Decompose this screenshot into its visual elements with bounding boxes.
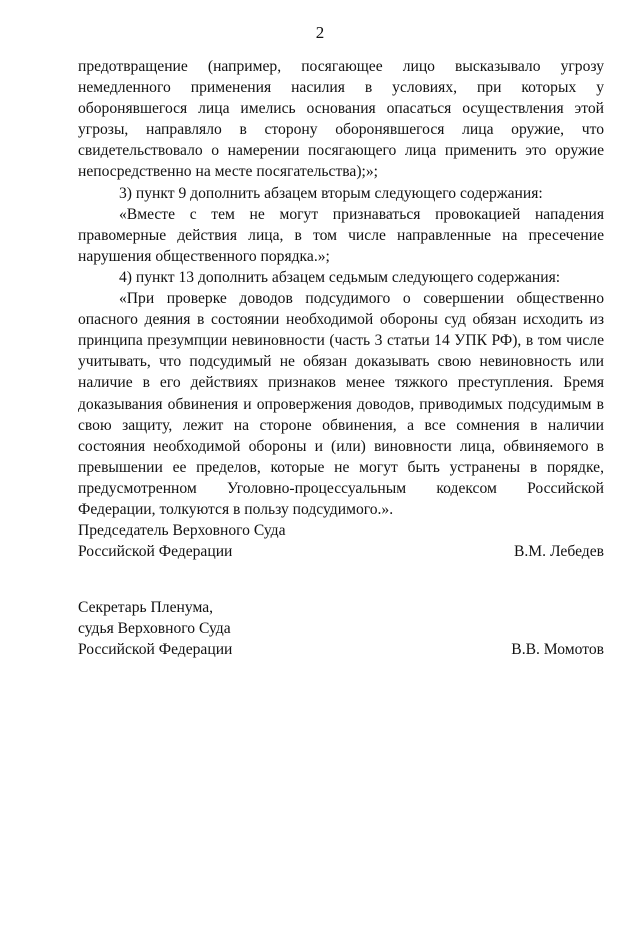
signature-title-line: Председатель Верховного Суда [78, 522, 286, 539]
signature-title-line: судья Верховного Суда [78, 620, 231, 638]
paragraph: предотвращение (например, посягающее лицо высказывало угрозу немедленного применения насилия в условиях, при которых у оборонявшегося лица имелись основания опасаться осуществления этой угрозы, направляло в сторону оборонявшегося лица оружие, что свидетельствовало о намерении посягающего лица применить это оружие непосредственно на месте посягательства);»; [78, 58, 604, 181]
signature-title-line: Российской Федерации [78, 641, 233, 659]
page-number: 2 [315, 23, 325, 42]
paragraph: «При проверке доводов подсудимого о совершении общественно опасного деяния в состоянии необходимой обороны суд обязан исходить из принципа презумпции невиновности (часть 3 статьи 14 УПК РФ), в том числе учитывать, что подсудимый не обязан доказывать свою невиновность или наличие в его действиях признаков менее тяжкого преступления. Бремя доказывания обвинения и опровержения доводов, приводимых подсудимым в свою защиту, лежит на стороне обвинения, а все сомнения в наличии состояния необходимой обороны и (или) виновности лица, обвиняемого в превышении ее пределов, которые не могут быть устранены в порядке, предусмотренном Уголовно-процессуальным кодексом Российской Федерации, толкуются в пользу подсудимого.». [78, 290, 604, 518]
paragraph: 3) пункт 9 дополнить абзацем вторым следующего содержания: [119, 184, 543, 202]
signature-name: В.В. Момотов [511, 641, 604, 659]
signature-title-line: Секретарь Пленума, [78, 599, 214, 616]
signature-title-line: Российской Федерации [78, 543, 233, 561]
paragraph: «Вместе с тем не могут признаваться провокацией нападения правомерные действия лица, в том числе направленные на пресечение нарушения общественного порядка.»; [78, 205, 604, 265]
signature-name: В.М. Лебедев [513, 543, 604, 561]
paragraph: 4) пункт 13 дополнить абзацем седьмым следующего содержания: [119, 268, 561, 286]
signature-secretary [78, 597, 604, 660]
signature-chairman [78, 520, 604, 562]
document-body [78, 56, 604, 520]
